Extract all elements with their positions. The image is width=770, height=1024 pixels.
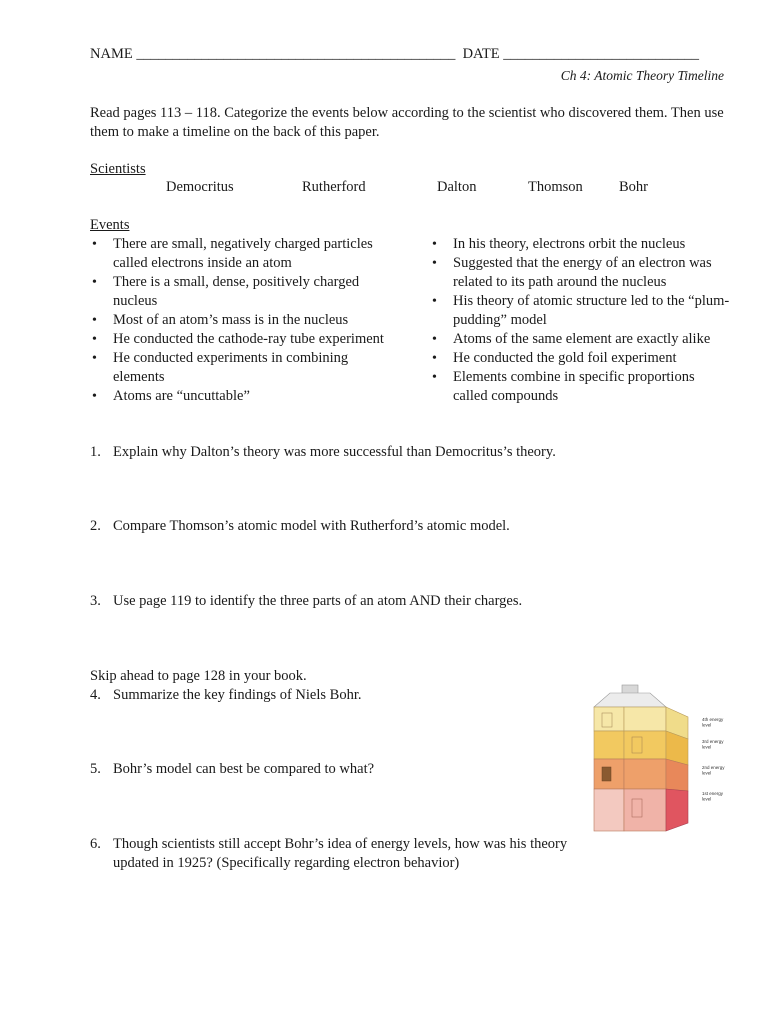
question-text: Explain why Dalton’s theory was more successful than Democritus’s theory. <box>113 444 556 460</box>
scientist-bohr: Bohr <box>619 179 648 195</box>
events-list-right <box>430 235 730 406</box>
scientists-heading: Scientists <box>90 161 146 177</box>
roof-cap <box>622 685 638 694</box>
question-number: 1. <box>90 444 101 460</box>
event-item: • In his theory, electrons orbit the nucleus <box>430 235 730 254</box>
question-3 <box>90 592 590 611</box>
events-list-left <box>90 235 400 406</box>
question-6 <box>90 835 580 873</box>
event-item: • Atoms of the same element are exactly alike <box>430 330 730 349</box>
floor-1-left <box>594 789 624 831</box>
event-item: • He conducted the cathode-ray tube experiment <box>90 330 400 349</box>
skip-note: Skip ahead to page 128 in your book. <box>90 668 307 684</box>
event-item: • He conducted experiments in combining elements <box>90 349 400 387</box>
floor-2-front <box>624 759 666 789</box>
question-number: 4. <box>90 687 101 703</box>
event-item: • Atoms are “uncuttable” <box>90 387 400 406</box>
events-heading: Events <box>90 217 130 233</box>
scientist-rutherford: Rutherford <box>302 179 366 195</box>
instructions: Read pages 113 – 118. Categorize the events below according to the scientist who discovered them. Then use them to make a timeline on the back of this paper. <box>90 105 724 140</box>
floor-1-side <box>666 789 688 831</box>
question-number: 5. <box>90 761 101 777</box>
scientist-thomson: Thomson <box>528 179 583 195</box>
question-number: 2. <box>90 518 101 534</box>
question-5 <box>90 760 590 779</box>
scientist-democritus: Democritus <box>166 179 234 195</box>
floor-4-left <box>594 707 624 731</box>
energy-level-building-figure <box>588 683 726 841</box>
floor-1-front <box>624 789 666 831</box>
event-item: • Elements combine in specific proportions called compounds <box>430 368 730 406</box>
floor-3-front <box>624 731 666 759</box>
event-item: • Most of an atom’s mass is in the nucleus <box>90 311 400 330</box>
worksheet-subtitle: Ch 4: Atomic Theory Timeline <box>560 68 724 83</box>
question-text: Though scientists still accept Bohr’s idea of energy levels, how was his theory updated in 1925? (Specifically regarding electron behavior) <box>113 836 568 871</box>
event-item: • There is a small, dense, positively charged nucleus <box>90 273 400 311</box>
event-item: • There are small, negatively charged particles called electrons inside an atom <box>90 235 400 273</box>
label-3rd-energy-level: 3rd energy level <box>702 739 724 750</box>
question-4 <box>90 686 590 705</box>
event-item: • His theory of atomic structure led to the “plum-pudding” model <box>430 292 730 330</box>
question-text: Use page 119 to identify the three parts of an atom AND their charges. <box>113 593 523 609</box>
question-text: Bohr’s model can best be compared to what? <box>113 761 375 777</box>
date-field[interactable]: DATE ___________________________ <box>462 46 700 62</box>
name-field[interactable]: NAME ____________________________________________ <box>90 46 456 62</box>
event-item: • Suggested that the energy of an electron was related to its path around the nucleus <box>430 254 730 292</box>
question-text: Summarize the key findings of Niels Bohr. <box>113 687 362 703</box>
label-2nd-energy-level: 2nd energy level <box>702 765 725 776</box>
floor-2-side <box>666 759 688 791</box>
building-illustration <box>588 683 726 841</box>
question-number: 3. <box>90 593 101 609</box>
label-4th-energy-level: 4th energy level <box>702 717 724 728</box>
event-item: • He conducted the gold foil experiment <box>430 349 730 368</box>
stairway <box>602 767 611 781</box>
floor-4-front <box>624 707 666 731</box>
label-1st-energy-level: 1st energy level <box>702 791 724 802</box>
roof <box>594 693 666 707</box>
question-text: Compare Thomson’s atomic model with Rutherford’s atomic model. <box>113 518 510 534</box>
question-2 <box>90 517 590 536</box>
question-1 <box>90 443 590 462</box>
scientist-dalton: Dalton <box>437 179 477 195</box>
question-number: 6. <box>90 836 101 852</box>
floor-3-left <box>594 731 624 759</box>
name-date-line <box>90 46 699 63</box>
